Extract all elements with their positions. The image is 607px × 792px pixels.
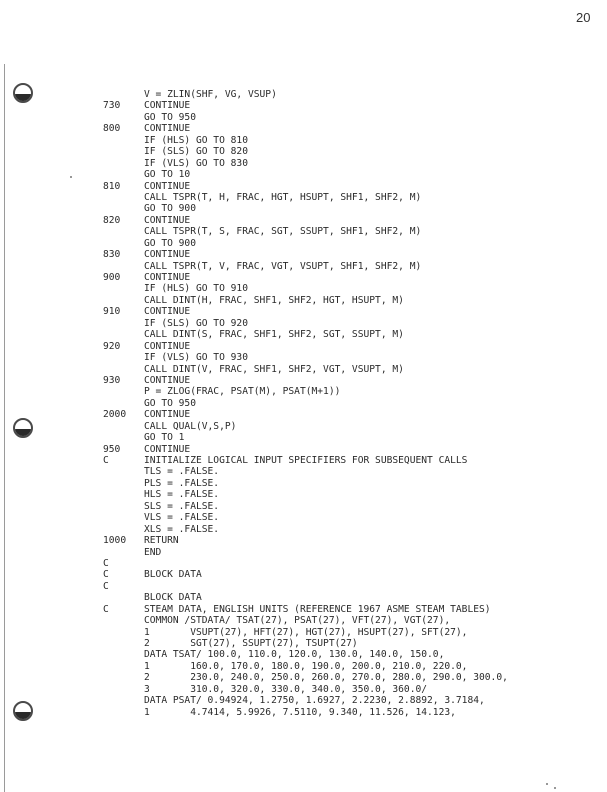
code-line bbox=[0, 627, 607, 638]
code-line bbox=[0, 547, 607, 558]
statement-label: 950 bbox=[103, 443, 121, 455]
code-line bbox=[0, 318, 607, 329]
statement-text: IF (VLS) GO TO 830 bbox=[144, 157, 248, 169]
statement-label: 830 bbox=[103, 249, 121, 261]
statement-text: COMMON /STDATA/ TSAT(27), PSAT(27), VFT(27), VGT(27), bbox=[144, 615, 451, 627]
statement-text: IF (SLS) GO TO 920 bbox=[144, 317, 248, 329]
statement-text: CONTINUE bbox=[144, 272, 191, 283]
code-line bbox=[0, 158, 607, 169]
code-line bbox=[0, 432, 607, 443]
statement-text: CONTINUE bbox=[144, 123, 191, 135]
statement-text: BLOCK DATA bbox=[144, 592, 202, 604]
code-line bbox=[0, 261, 607, 272]
statement-text: V = ZLIN(SHF, VG, VSUP) bbox=[144, 89, 277, 100]
code-line bbox=[0, 672, 607, 683]
statement-text: CALL DINT(S, FRAC, SHF1, SHF2, SGT, SSUPT, M) bbox=[144, 329, 404, 341]
code-line bbox=[0, 489, 607, 500]
page-number: 20 bbox=[576, 10, 591, 25]
statement-label: 900 bbox=[103, 272, 121, 283]
statement-text: CONTINUE bbox=[144, 100, 191, 112]
statement-text: CONTINUE bbox=[144, 409, 191, 421]
code-line bbox=[0, 249, 607, 260]
code-line bbox=[0, 535, 607, 546]
statement-text: PLS = .FALSE. bbox=[144, 477, 220, 489]
statement-label: 2000 bbox=[103, 409, 127, 421]
statement-text: TLS = .FALSE. bbox=[144, 466, 220, 478]
code-line bbox=[0, 146, 607, 157]
code-line bbox=[0, 524, 607, 535]
code-line bbox=[0, 581, 607, 592]
statement-text: CALL TSPR(T, H, FRAC, HGT, HSUPT, SHF1, SHF2, M) bbox=[144, 191, 422, 203]
statement-text: 3 310.0, 320.0, 330.0, 340.0, 350.0, 360.0/ bbox=[144, 683, 428, 695]
statement-text: CALL DINT(H, FRAC, SHF1, SHF2, HGT, HSUPT, M) bbox=[144, 294, 404, 306]
statement-text: GO TO 1 bbox=[144, 432, 185, 444]
code-line bbox=[0, 306, 607, 317]
statement-text: SLS = .FALSE. bbox=[144, 500, 220, 512]
statement-text: 2 230.0, 240.0, 250.0, 260.0, 270.0, 280.0, 290.0, 300.0, bbox=[144, 672, 508, 684]
code-line bbox=[0, 135, 607, 146]
statement-text: BLOCK DATA bbox=[144, 569, 202, 581]
code-line bbox=[0, 100, 607, 111]
statement-text: 1 160.0, 170.0, 180.0, 190.0, 200.0, 210.0, 220.0, bbox=[144, 660, 468, 672]
statement-label: C bbox=[103, 569, 109, 581]
statement-text: IF (HLS) GO TO 810 bbox=[144, 134, 248, 146]
code-line bbox=[0, 615, 607, 626]
code-line bbox=[0, 649, 607, 660]
code-line bbox=[0, 283, 607, 294]
code-line bbox=[0, 569, 607, 580]
code-line bbox=[0, 409, 607, 420]
statement-text: CONTINUE bbox=[144, 443, 191, 455]
code-line bbox=[0, 398, 607, 409]
statement-label: C bbox=[103, 557, 109, 569]
statement-text: GO TO 950 bbox=[144, 397, 196, 409]
statement-label: C bbox=[103, 580, 109, 592]
statement-label: C bbox=[103, 603, 109, 615]
code-line bbox=[0, 364, 607, 375]
statement-text: CALL TSPR(T, S, FRAC, SGT, SSUPT, SHF1, SHF2, M) bbox=[144, 226, 422, 238]
statement-text: CALL DINT(V, FRAC, SHF1, SHF2, VGT, VSUPT, M) bbox=[144, 363, 404, 375]
statement-text: IF (HLS) GO TO 910 bbox=[144, 283, 248, 295]
statement-text: CONTINUE bbox=[144, 249, 191, 261]
scan-speck bbox=[546, 783, 548, 785]
code-line bbox=[0, 444, 607, 455]
code-line bbox=[0, 466, 607, 477]
code-line bbox=[0, 123, 607, 134]
scan-speck bbox=[70, 176, 72, 178]
statement-text: CONTINUE bbox=[144, 374, 191, 386]
code-line bbox=[0, 341, 607, 352]
statement-text: GO TO 900 bbox=[144, 237, 196, 249]
statement-label: 920 bbox=[103, 340, 121, 352]
code-line bbox=[0, 592, 607, 603]
code-line bbox=[0, 501, 607, 512]
code-line bbox=[0, 169, 607, 180]
code-line bbox=[0, 192, 607, 203]
code-line bbox=[0, 375, 607, 386]
code-listing bbox=[0, 89, 607, 718]
statement-text: GO TO 950 bbox=[144, 111, 196, 123]
code-line bbox=[0, 89, 607, 100]
statement-text: 1 4.7414, 5.9926, 7.5110, 9.340, 11.526, 14.123, bbox=[144, 706, 456, 718]
statement-text: INITIALIZE LOGICAL INPUT SPECIFIERS FOR SUBSEQUENT CALLS bbox=[144, 455, 468, 466]
statement-label: 930 bbox=[103, 374, 121, 386]
statement-text: 2 SGT(27), SSUPT(27), TSUPT(27) bbox=[144, 638, 358, 649]
code-line bbox=[0, 386, 607, 397]
statement-text: CALL TSPR(T, V, FRAC, VGT, VSUPT, SHF1, SHF2, M) bbox=[144, 260, 422, 272]
statement-text: CONTINUE bbox=[144, 214, 191, 226]
code-line bbox=[0, 421, 607, 432]
code-line bbox=[0, 478, 607, 489]
statement-label: 820 bbox=[103, 214, 121, 226]
code-line bbox=[0, 661, 607, 672]
statement-text: IF (SLS) GO TO 820 bbox=[144, 146, 248, 158]
code-line bbox=[0, 707, 607, 718]
statement-label: 1000 bbox=[103, 535, 127, 547]
statement-text: HLS = .FALSE. bbox=[144, 489, 220, 501]
code-line bbox=[0, 215, 607, 226]
code-line bbox=[0, 203, 607, 214]
statement-text: XLS = .FALSE. bbox=[144, 523, 220, 535]
statement-text: STEAM DATA, ENGLISH UNITS (REFERENCE 1967 ASME STEAM TABLES) bbox=[144, 603, 491, 615]
statement-text: IF (VLS) GO TO 930 bbox=[144, 352, 248, 364]
code-line bbox=[0, 112, 607, 123]
statement-label: 730 bbox=[103, 100, 121, 112]
code-line bbox=[0, 352, 607, 363]
statement-text: DATA PSAT/ 0.94924, 1.2750, 1.6927, 2.2230, 2.8892, 3.7184, bbox=[144, 695, 485, 707]
statement-text: P = ZLOG(FRAC, PSAT(M), PSAT(M+1)) bbox=[144, 386, 341, 398]
scan-speck bbox=[554, 787, 556, 789]
statement-label: 800 bbox=[103, 123, 121, 135]
code-line bbox=[0, 295, 607, 306]
code-line bbox=[0, 226, 607, 237]
code-line bbox=[0, 455, 607, 466]
statement-text: GO TO 10 bbox=[144, 169, 191, 181]
code-line bbox=[0, 638, 607, 649]
statement-text: CONTINUE bbox=[144, 340, 191, 352]
code-line bbox=[0, 272, 607, 283]
statement-text: VLS = .FALSE. bbox=[144, 512, 220, 524]
code-line bbox=[0, 558, 607, 569]
code-line bbox=[0, 684, 607, 695]
statement-text: END bbox=[144, 546, 162, 558]
statement-text: CONTINUE bbox=[144, 180, 191, 192]
code-line bbox=[0, 329, 607, 340]
statement-label: 810 bbox=[103, 180, 121, 192]
statement-text: CONTINUE bbox=[144, 306, 191, 318]
code-line bbox=[0, 604, 607, 615]
code-line bbox=[0, 512, 607, 523]
statement-text: GO TO 900 bbox=[144, 203, 196, 215]
code-line bbox=[0, 238, 607, 249]
code-line bbox=[0, 181, 607, 192]
statement-text: DATA TSAT/ 100.0, 110.0, 120.0, 130.0, 140.0, 150.0, bbox=[144, 649, 445, 661]
statement-text: RETURN bbox=[144, 535, 179, 547]
statement-label: 910 bbox=[103, 306, 121, 318]
statement-label: C bbox=[103, 455, 109, 466]
code-line bbox=[0, 695, 607, 706]
statement-text: CALL QUAL(V,S,P) bbox=[144, 420, 237, 432]
statement-text: 1 VSUPT(27), HFT(27), HGT(27), HSUPT(27), SFT(27), bbox=[144, 626, 468, 638]
